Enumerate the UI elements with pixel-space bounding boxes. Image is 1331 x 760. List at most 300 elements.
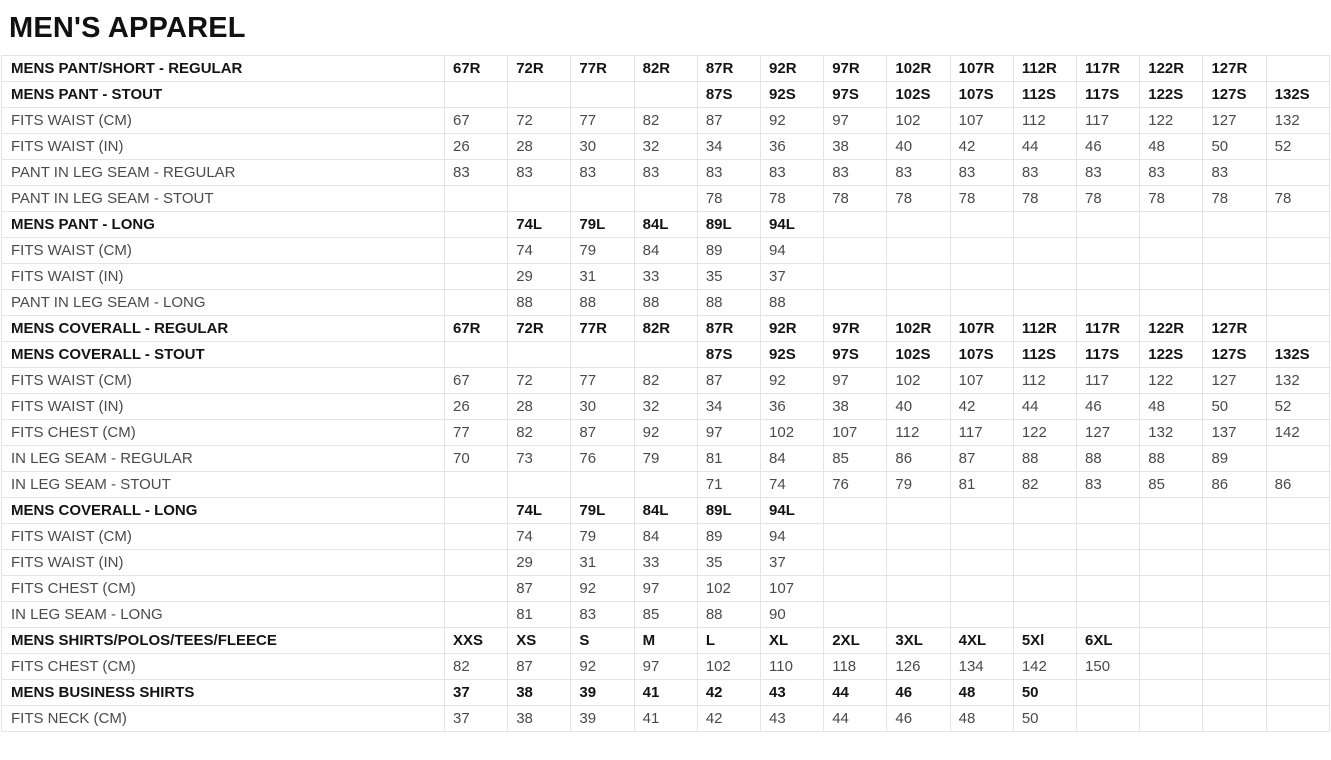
size-cell	[824, 523, 887, 549]
size-cell: 83	[571, 601, 634, 627]
size-cell: 132S	[1266, 341, 1329, 367]
size-cell: 30	[571, 133, 634, 159]
size-cell: 122	[1140, 107, 1203, 133]
row-label: PANT IN LEG SEAM - STOUT	[2, 185, 445, 211]
row-label: FITS WAIST (CM)	[2, 523, 445, 549]
size-cell: 87	[508, 653, 571, 679]
size-cell: 127	[1203, 107, 1266, 133]
table-row	[2, 393, 1330, 419]
row-label: MENS COVERALL - LONG	[2, 497, 445, 523]
size-cell	[445, 549, 508, 575]
size-cell: 67R	[445, 55, 508, 81]
size-cell: 43	[761, 679, 824, 705]
size-cell	[1140, 211, 1203, 237]
row-label: FITS CHEST (CM)	[2, 653, 445, 679]
size-cell: 84L	[634, 497, 697, 523]
size-cell	[1077, 211, 1140, 237]
size-cell: 88	[1140, 445, 1203, 471]
size-cell	[824, 575, 887, 601]
size-cell: 84	[634, 523, 697, 549]
size-cell: 112R	[1013, 55, 1076, 81]
size-cell: 78	[824, 185, 887, 211]
size-cell	[950, 211, 1013, 237]
size-cell: 42	[697, 679, 760, 705]
size-cell: 92S	[761, 341, 824, 367]
size-cell: 83	[950, 159, 1013, 185]
row-label: FITS WAIST (CM)	[2, 107, 445, 133]
size-cell	[1203, 627, 1266, 653]
size-cell: 150	[1077, 653, 1140, 679]
size-cell: 42	[950, 133, 1013, 159]
size-cell: 117S	[1077, 81, 1140, 107]
size-cell: 70	[445, 445, 508, 471]
size-cell: 107R	[950, 315, 1013, 341]
size-cell: 85	[634, 601, 697, 627]
size-cell: 78	[1013, 185, 1076, 211]
size-cell: 82	[445, 653, 508, 679]
size-cell	[1140, 237, 1203, 263]
size-cell: 32	[634, 393, 697, 419]
size-cell	[1203, 523, 1266, 549]
size-cell: 94L	[761, 497, 824, 523]
size-cell	[1077, 575, 1140, 601]
size-cell: 44	[1013, 133, 1076, 159]
size-cell: 50	[1203, 133, 1266, 159]
size-cell: 89	[1203, 445, 1266, 471]
size-cell	[508, 341, 571, 367]
size-cell	[1140, 653, 1203, 679]
size-cell	[950, 523, 1013, 549]
size-cell: 41	[634, 679, 697, 705]
size-cell	[1140, 549, 1203, 575]
size-cell: 97	[634, 575, 697, 601]
size-cell: 39	[571, 705, 634, 731]
size-cell: 122R	[1140, 315, 1203, 341]
size-cell	[1266, 445, 1329, 471]
size-cell: 87	[697, 367, 760, 393]
size-cell: 3XL	[887, 627, 950, 653]
size-cell	[1077, 289, 1140, 315]
row-label: FITS WAIST (IN)	[2, 393, 445, 419]
row-label: MENS PANT - STOUT	[2, 81, 445, 107]
size-cell: 84	[761, 445, 824, 471]
table-row	[2, 679, 1330, 705]
size-cell: 122	[1140, 367, 1203, 393]
table-row	[2, 653, 1330, 679]
size-cell: 97	[824, 107, 887, 133]
size-cell: 107S	[950, 81, 1013, 107]
size-cell	[1013, 523, 1076, 549]
size-cell	[1266, 653, 1329, 679]
size-cell	[445, 211, 508, 237]
size-cell: 97R	[824, 55, 887, 81]
size-cell	[445, 237, 508, 263]
table-row	[2, 601, 1330, 627]
size-cell	[1140, 263, 1203, 289]
size-cell: 97	[634, 653, 697, 679]
size-cell: 97S	[824, 341, 887, 367]
size-cell: 33	[634, 549, 697, 575]
size-cell: 42	[950, 393, 1013, 419]
size-cell: 78	[950, 185, 1013, 211]
size-cell: 87S	[697, 341, 760, 367]
size-cell	[824, 289, 887, 315]
size-cell: 85	[1140, 471, 1203, 497]
size-cell: 87	[508, 575, 571, 601]
size-cell	[1203, 289, 1266, 315]
size-cell: 88	[1077, 445, 1140, 471]
size-cell: 94L	[761, 211, 824, 237]
row-label: FITS WAIST (IN)	[2, 549, 445, 575]
table-row	[2, 445, 1330, 471]
size-cell	[950, 549, 1013, 575]
size-cell: 112S	[1013, 341, 1076, 367]
size-cell: 89L	[697, 497, 760, 523]
size-cell: 26	[445, 133, 508, 159]
size-cell	[887, 263, 950, 289]
size-cell: 35	[697, 263, 760, 289]
size-cell: 34	[697, 393, 760, 419]
table-row	[2, 107, 1330, 133]
size-cell: 77R	[571, 315, 634, 341]
size-cell	[1266, 289, 1329, 315]
size-cell: 78	[1266, 185, 1329, 211]
size-chart-table	[1, 55, 1330, 732]
size-cell: 83	[1077, 159, 1140, 185]
row-label: FITS WAIST (IN)	[2, 133, 445, 159]
size-cell: 112S	[1013, 81, 1076, 107]
size-cell	[824, 263, 887, 289]
size-cell: 77R	[571, 55, 634, 81]
size-cell: 77	[445, 419, 508, 445]
size-cell: 92	[761, 367, 824, 393]
size-cell: 83	[697, 159, 760, 185]
table-row	[2, 263, 1330, 289]
size-cell	[634, 341, 697, 367]
size-cell	[1203, 679, 1266, 705]
size-cell: 28	[508, 133, 571, 159]
size-cell: 82	[634, 107, 697, 133]
size-cell	[1140, 705, 1203, 731]
row-label: FITS CHEST (CM)	[2, 575, 445, 601]
size-cell: 112	[887, 419, 950, 445]
size-cell	[887, 601, 950, 627]
size-cell: 44	[824, 679, 887, 705]
size-cell: 112R	[1013, 315, 1076, 341]
size-cell: 78	[1203, 185, 1266, 211]
size-cell	[950, 289, 1013, 315]
size-cell	[1266, 523, 1329, 549]
size-cell	[571, 81, 634, 107]
size-cell	[1077, 237, 1140, 263]
size-cell: 48	[1140, 133, 1203, 159]
size-cell: 6XL	[1077, 627, 1140, 653]
row-label: MENS BUSINESS SHIRTS	[2, 679, 445, 705]
size-cell	[445, 263, 508, 289]
size-cell	[887, 497, 950, 523]
size-cell: 107R	[950, 55, 1013, 81]
size-cell: 50	[1013, 679, 1076, 705]
row-label: MENS SHIRTS/POLOS/TEES/FLEECE	[2, 627, 445, 653]
size-cell: 102S	[887, 81, 950, 107]
size-cell	[1077, 679, 1140, 705]
size-cell: 94	[761, 237, 824, 263]
size-cell: 83	[1140, 159, 1203, 185]
size-cell: 74	[761, 471, 824, 497]
size-cell: 132S	[1266, 81, 1329, 107]
size-cell: 83	[634, 159, 697, 185]
size-cell	[508, 81, 571, 107]
size-cell: 102S	[887, 341, 950, 367]
size-cell: 83	[1077, 471, 1140, 497]
size-cell: 81	[697, 445, 760, 471]
size-cell: 84L	[634, 211, 697, 237]
size-cell: 39	[571, 679, 634, 705]
size-cell	[1013, 263, 1076, 289]
size-cell: 84	[634, 237, 697, 263]
table-row	[2, 575, 1330, 601]
size-cell	[445, 81, 508, 107]
size-cell: 127	[1077, 419, 1140, 445]
row-label: IN LEG SEAM - STOUT	[2, 471, 445, 497]
size-cell: 117R	[1077, 55, 1140, 81]
size-cell	[950, 497, 1013, 523]
size-cell: 79L	[571, 211, 634, 237]
table-row	[2, 497, 1330, 523]
size-cell: 97	[824, 367, 887, 393]
size-cell: 37	[761, 263, 824, 289]
size-cell: 40	[887, 393, 950, 419]
table-row	[2, 523, 1330, 549]
size-cell	[1203, 237, 1266, 263]
size-cell: 127R	[1203, 55, 1266, 81]
size-cell: 81	[508, 601, 571, 627]
size-cell	[634, 185, 697, 211]
size-cell: 89	[697, 237, 760, 263]
size-cell	[1140, 575, 1203, 601]
size-cell: 92	[761, 107, 824, 133]
size-cell: 5Xl	[1013, 627, 1076, 653]
size-cell: 29	[508, 549, 571, 575]
size-cell: 73	[508, 445, 571, 471]
size-cell	[1266, 159, 1329, 185]
size-cell: 88	[571, 289, 634, 315]
size-cell	[1140, 679, 1203, 705]
size-cell: 117	[1077, 107, 1140, 133]
size-cell: 83	[1203, 159, 1266, 185]
size-cell	[445, 497, 508, 523]
size-cell: 102	[761, 419, 824, 445]
size-cell	[571, 341, 634, 367]
size-cell: 28	[508, 393, 571, 419]
size-cell: 92R	[761, 55, 824, 81]
size-cell: 102	[697, 575, 760, 601]
size-cell	[445, 575, 508, 601]
size-cell: 132	[1140, 419, 1203, 445]
size-cell: 82R	[634, 315, 697, 341]
size-cell: 88	[697, 289, 760, 315]
size-cell: 31	[571, 549, 634, 575]
size-cell: 87R	[697, 55, 760, 81]
size-cell	[1140, 601, 1203, 627]
size-table-body	[2, 55, 1330, 731]
size-cell	[571, 185, 634, 211]
size-cell: 38	[508, 679, 571, 705]
size-cell	[508, 185, 571, 211]
size-cell: 107	[824, 419, 887, 445]
size-cell: 88	[634, 289, 697, 315]
row-label: MENS PANT - LONG	[2, 211, 445, 237]
size-cell	[1013, 549, 1076, 575]
size-cell: 76	[824, 471, 887, 497]
size-cell	[508, 471, 571, 497]
size-cell: 46	[887, 679, 950, 705]
size-cell: 92	[571, 653, 634, 679]
size-cell	[1203, 653, 1266, 679]
size-cell: 118	[824, 653, 887, 679]
size-cell	[1203, 549, 1266, 575]
size-cell	[1140, 627, 1203, 653]
size-cell: 37	[761, 549, 824, 575]
size-cell: 77	[571, 107, 634, 133]
size-cell	[1203, 705, 1266, 731]
size-cell	[1140, 523, 1203, 549]
size-cell	[824, 549, 887, 575]
size-cell: 83	[445, 159, 508, 185]
size-cell: 132	[1266, 107, 1329, 133]
size-cell: 29	[508, 263, 571, 289]
size-cell: 35	[697, 549, 760, 575]
size-cell: 79	[571, 237, 634, 263]
size-cell	[1077, 523, 1140, 549]
size-cell: 86	[1203, 471, 1266, 497]
size-cell: 87S	[697, 81, 760, 107]
size-cell: 32	[634, 133, 697, 159]
size-cell: 132	[1266, 367, 1329, 393]
table-row	[2, 341, 1330, 367]
size-cell: 110	[761, 653, 824, 679]
size-cell	[1266, 627, 1329, 653]
size-cell: 88	[508, 289, 571, 315]
table-row	[2, 159, 1330, 185]
size-cell	[1266, 601, 1329, 627]
size-cell: 2XL	[824, 627, 887, 653]
table-row	[2, 289, 1330, 315]
size-cell	[824, 211, 887, 237]
size-cell: 83	[1013, 159, 1076, 185]
size-cell: 92S	[761, 81, 824, 107]
size-cell: 74	[508, 523, 571, 549]
table-row	[2, 81, 1330, 107]
size-cell: 82R	[634, 55, 697, 81]
size-cell: 102	[887, 367, 950, 393]
size-cell: 79L	[571, 497, 634, 523]
size-cell: 72R	[508, 55, 571, 81]
size-cell: 43	[761, 705, 824, 731]
row-label: FITS WAIST (IN)	[2, 263, 445, 289]
size-cell: 82	[508, 419, 571, 445]
size-cell: 122S	[1140, 81, 1203, 107]
size-cell: 126	[887, 653, 950, 679]
size-cell: 87	[950, 445, 1013, 471]
size-cell	[1266, 575, 1329, 601]
size-cell: 72	[508, 107, 571, 133]
size-cell: 78	[1077, 185, 1140, 211]
size-cell: 50	[1013, 705, 1076, 731]
size-cell: 46	[1077, 133, 1140, 159]
size-cell: 107	[950, 367, 1013, 393]
size-cell: 78	[697, 185, 760, 211]
size-cell	[824, 497, 887, 523]
size-cell	[1266, 211, 1329, 237]
size-cell: 88	[1013, 445, 1076, 471]
size-cell	[445, 341, 508, 367]
size-cell	[445, 289, 508, 315]
row-label: FITS WAIST (CM)	[2, 367, 445, 393]
row-label: FITS NECK (CM)	[2, 705, 445, 731]
size-cell: M	[634, 627, 697, 653]
table-row	[2, 705, 1330, 731]
size-cell	[1013, 575, 1076, 601]
size-cell: 117R	[1077, 315, 1140, 341]
size-cell	[1077, 497, 1140, 523]
size-cell	[950, 263, 1013, 289]
size-cell: 97	[697, 419, 760, 445]
size-cell: 46	[1077, 393, 1140, 419]
size-cell: 137	[1203, 419, 1266, 445]
size-cell: 127S	[1203, 341, 1266, 367]
size-cell: S	[571, 627, 634, 653]
size-cell	[1266, 315, 1329, 341]
size-cell	[1266, 55, 1329, 81]
row-label: FITS WAIST (CM)	[2, 237, 445, 263]
size-cell: L	[697, 627, 760, 653]
size-cell: 42	[697, 705, 760, 731]
row-label: MENS COVERALL - REGULAR	[2, 315, 445, 341]
size-cell	[634, 471, 697, 497]
size-cell: 74	[508, 237, 571, 263]
size-cell: 71	[697, 471, 760, 497]
size-cell: 76	[571, 445, 634, 471]
size-cell: 67	[445, 367, 508, 393]
size-cell	[1203, 497, 1266, 523]
size-cell: 79	[571, 523, 634, 549]
size-cell: 83	[824, 159, 887, 185]
size-cell	[445, 185, 508, 211]
size-cell: 48	[1140, 393, 1203, 419]
size-cell: 89L	[697, 211, 760, 237]
size-cell: 112	[1013, 107, 1076, 133]
size-cell: 50	[1203, 393, 1266, 419]
table-row	[2, 471, 1330, 497]
size-cell: 67	[445, 107, 508, 133]
size-cell	[1077, 705, 1140, 731]
size-cell: 82	[1013, 471, 1076, 497]
size-cell	[445, 471, 508, 497]
size-cell: 79	[634, 445, 697, 471]
size-cell: 85	[824, 445, 887, 471]
size-cell: 127	[1203, 367, 1266, 393]
size-cell: 102	[887, 107, 950, 133]
size-cell: 38	[824, 393, 887, 419]
size-cell	[950, 601, 1013, 627]
row-label: MENS COVERALL - STOUT	[2, 341, 445, 367]
size-cell: 107	[950, 107, 1013, 133]
size-cell: 82	[634, 367, 697, 393]
table-row	[2, 237, 1330, 263]
table-row	[2, 419, 1330, 445]
size-cell: 77	[571, 367, 634, 393]
